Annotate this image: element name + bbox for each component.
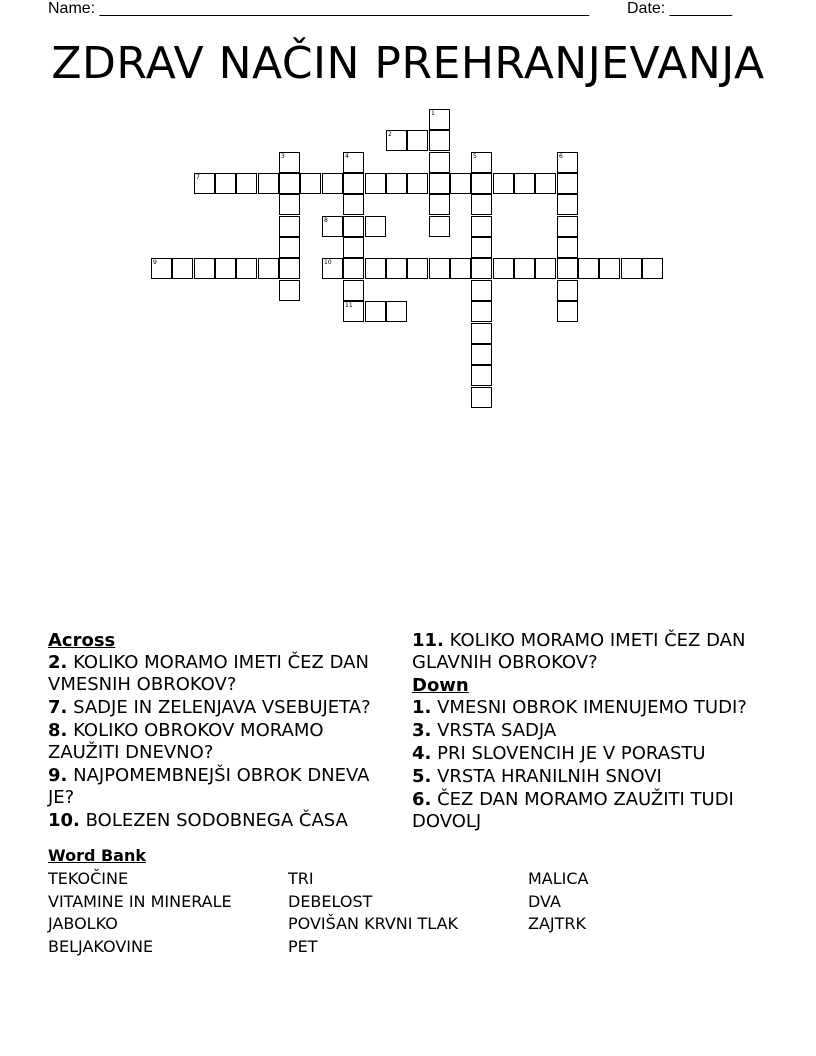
crossword-cell[interactable] xyxy=(365,216,386,237)
crossword-cell[interactable] xyxy=(599,258,620,279)
cell-number: 7 xyxy=(196,174,200,181)
crossword-cell[interactable] xyxy=(471,237,492,258)
crossword-cell[interactable] xyxy=(471,365,492,386)
clue-number: 10. xyxy=(48,810,80,831)
clue-text: VMESNI OBROK IMENUJEMO TUDI? xyxy=(437,697,747,718)
crossword-cell[interactable] xyxy=(429,152,450,173)
crossword-cell[interactable] xyxy=(343,216,364,237)
crossword-cell[interactable] xyxy=(279,258,300,279)
clue-number: 4. xyxy=(412,743,432,764)
clue-text: KOLIKO MORAMO IMETI ČEZ DAN GLAVNIH OBROKOV? xyxy=(412,630,746,673)
crossword-cell[interactable] xyxy=(215,173,236,194)
name-field: Name: _______________________________________________________ xyxy=(48,0,589,17)
clue-number: 1. xyxy=(412,697,432,718)
crossword-cell[interactable] xyxy=(236,173,257,194)
down-heading: Down xyxy=(412,675,469,696)
crossword-cell[interactable] xyxy=(429,258,450,279)
page-title: ZDRAV NAČIN PREHRANJEVANJA xyxy=(51,38,765,89)
word-bank-word: POVIŠAN KRVNI TLAK xyxy=(288,914,459,933)
across-clue xyxy=(48,652,388,696)
crossword-cell[interactable] xyxy=(151,258,172,279)
crossword-cell[interactable] xyxy=(557,280,578,301)
crossword-cell[interactable] xyxy=(471,216,492,237)
crossword-cell[interactable] xyxy=(343,152,364,173)
cell-number: 6 xyxy=(559,153,563,160)
cell-number: 11 xyxy=(345,302,353,309)
clue-number: 8. xyxy=(48,720,68,741)
word-bank-word: DVA xyxy=(528,892,561,911)
crossword-cell[interactable] xyxy=(471,280,492,301)
cell-number: 5 xyxy=(473,153,477,160)
crossword-cell[interactable] xyxy=(279,173,300,194)
crossword-cell[interactable] xyxy=(386,130,407,151)
cell-number: 10 xyxy=(324,259,332,266)
clue-text: ČEZ DAN MORAMO ZAUŽITI TUDI DOVOLJ xyxy=(412,789,734,832)
across-clue xyxy=(412,630,762,674)
down-clue xyxy=(412,789,762,833)
down-clue xyxy=(412,743,762,765)
across-clue xyxy=(48,810,388,832)
crossword-cell[interactable] xyxy=(557,258,578,279)
clue-text: VRSTA HRANILNIH SNOVI xyxy=(437,766,662,787)
clue-text: SADJE IN ZELENJAVA VSEBUJETA? xyxy=(73,697,371,718)
word-bank-word: PET xyxy=(288,937,318,956)
clue-text: BOLEZEN SODOBNEGA ČASA xyxy=(85,810,348,831)
crossword-cell[interactable] xyxy=(279,152,300,173)
word-bank-word: MALICA xyxy=(528,869,589,888)
word-bank-word: TRI xyxy=(288,869,314,888)
down-clue xyxy=(412,720,762,742)
crossword-cell[interactable] xyxy=(557,301,578,322)
down-clue xyxy=(412,766,762,788)
crossword-cell[interactable] xyxy=(172,258,193,279)
crossword-cell[interactable] xyxy=(535,173,556,194)
clue-number: 7. xyxy=(48,697,68,718)
crossword-cell[interactable] xyxy=(279,194,300,215)
crossword-cell[interactable] xyxy=(557,216,578,237)
crossword-cell[interactable] xyxy=(322,173,343,194)
clues-right-column xyxy=(412,630,762,834)
crossword-cell[interactable] xyxy=(279,280,300,301)
crossword-cell[interactable] xyxy=(386,301,407,322)
crossword-cell[interactable] xyxy=(322,258,343,279)
crossword-cell[interactable] xyxy=(343,237,364,258)
cell-number: 1 xyxy=(431,110,435,117)
crossword-cell[interactable] xyxy=(471,194,492,215)
crossword-cell[interactable] xyxy=(621,258,642,279)
crossword-cell[interactable] xyxy=(493,173,514,194)
crossword-cell[interactable] xyxy=(386,258,407,279)
crossword-cell[interactable] xyxy=(471,173,492,194)
crossword-grid xyxy=(0,0,816,420)
cell-number: 2 xyxy=(388,131,392,138)
word-bank-word: TEKOČINE xyxy=(48,869,129,888)
word-bank-title: Word Bank xyxy=(48,846,147,865)
crossword-cell[interactable] xyxy=(236,258,257,279)
crossword-cell[interactable] xyxy=(642,258,663,279)
crossword-cell[interactable] xyxy=(343,194,364,215)
clue-text: VRSTA SADJA xyxy=(437,720,557,741)
across-heading: Across xyxy=(48,630,116,651)
crossword-cell[interactable] xyxy=(300,173,321,194)
crossword-cell[interactable] xyxy=(450,258,471,279)
clue-number: 11. xyxy=(412,630,444,651)
clue-number: 5. xyxy=(412,766,432,787)
clue-number: 2. xyxy=(48,652,68,673)
crossword-cell[interactable] xyxy=(215,258,236,279)
clue-number: 9. xyxy=(48,765,68,786)
crossword-cell[interactable] xyxy=(365,173,386,194)
cell-number: 8 xyxy=(324,217,328,224)
crossword-cell[interactable] xyxy=(429,130,450,151)
crossword-cell[interactable] xyxy=(429,194,450,215)
crossword-cell[interactable] xyxy=(258,258,279,279)
crossword-cell[interactable] xyxy=(471,387,492,408)
crossword-cell[interactable] xyxy=(365,301,386,322)
crossword-cell[interactable] xyxy=(429,173,450,194)
cell-number: 9 xyxy=(153,259,157,266)
crossword-cell[interactable] xyxy=(557,194,578,215)
crossword-cell[interactable] xyxy=(471,258,492,279)
crossword-cell[interactable] xyxy=(557,237,578,258)
clues-left-column xyxy=(48,630,388,833)
crossword-cell[interactable] xyxy=(343,258,364,279)
crossword-cell[interactable] xyxy=(471,323,492,344)
crossword-cell[interactable] xyxy=(429,216,450,237)
crossword-cell[interactable] xyxy=(322,216,343,237)
crossword-cell[interactable] xyxy=(557,152,578,173)
clue-text: PRI SLOVENCIH JE V PORASTU xyxy=(437,743,706,764)
clue-text: KOLIKO OBROKOV MORAMO ZAUŽITI DNEVNO? xyxy=(48,720,324,763)
crossword-cell[interactable] xyxy=(429,109,450,130)
crossword-cell[interactable] xyxy=(194,258,215,279)
cell-number: 4 xyxy=(345,153,349,160)
crossword-cell[interactable] xyxy=(194,173,215,194)
crossword-cell[interactable] xyxy=(557,173,578,194)
crossword-cell[interactable] xyxy=(407,130,428,151)
across-clue xyxy=(48,765,388,809)
crossword-cell[interactable] xyxy=(343,301,364,322)
crossword-cell[interactable] xyxy=(279,237,300,258)
word-bank-word: ZAJTRK xyxy=(528,914,587,933)
clue-number: 3. xyxy=(412,720,432,741)
crossword-cell[interactable] xyxy=(578,258,599,279)
clue-number: 6. xyxy=(412,789,432,810)
crossword-cell[interactable] xyxy=(365,258,386,279)
crossword-cell[interactable] xyxy=(407,258,428,279)
crossword-cell[interactable] xyxy=(471,344,492,365)
across-clue xyxy=(48,697,388,719)
across-clue xyxy=(48,720,388,764)
crossword-cell[interactable] xyxy=(343,173,364,194)
word-bank-word: BELJAKOVINE xyxy=(48,937,154,956)
crossword-cell[interactable] xyxy=(407,173,428,194)
cell-number: 3 xyxy=(281,153,285,160)
crossword-cell[interactable] xyxy=(450,173,471,194)
word-bank-word: VITAMINE IN MINERALE xyxy=(48,892,232,911)
crossword-cell[interactable] xyxy=(514,258,535,279)
date-field: Date: _______ xyxy=(627,0,732,17)
down-clue xyxy=(412,697,762,719)
word-bank-word: JABOLKO xyxy=(48,914,118,933)
crossword-cell[interactable] xyxy=(386,173,407,194)
crossword-cell[interactable] xyxy=(535,258,556,279)
crossword-cell[interactable] xyxy=(258,173,279,194)
crossword-cell[interactable] xyxy=(471,301,492,322)
word-bank-word: DEBELOST xyxy=(288,892,373,911)
crossword-cell[interactable] xyxy=(279,216,300,237)
crossword-cell[interactable] xyxy=(343,280,364,301)
clue-text: NAJPOMEMBNEJŠI OBROK DNEVA JE? xyxy=(48,765,370,808)
crossword-cell[interactable] xyxy=(493,258,514,279)
clue-text: KOLIKO MORAMO IMETI ČEZ DAN VMESNIH OBROKOV? xyxy=(48,652,369,695)
crossword-cell[interactable] xyxy=(514,173,535,194)
crossword-cell[interactable] xyxy=(471,152,492,173)
